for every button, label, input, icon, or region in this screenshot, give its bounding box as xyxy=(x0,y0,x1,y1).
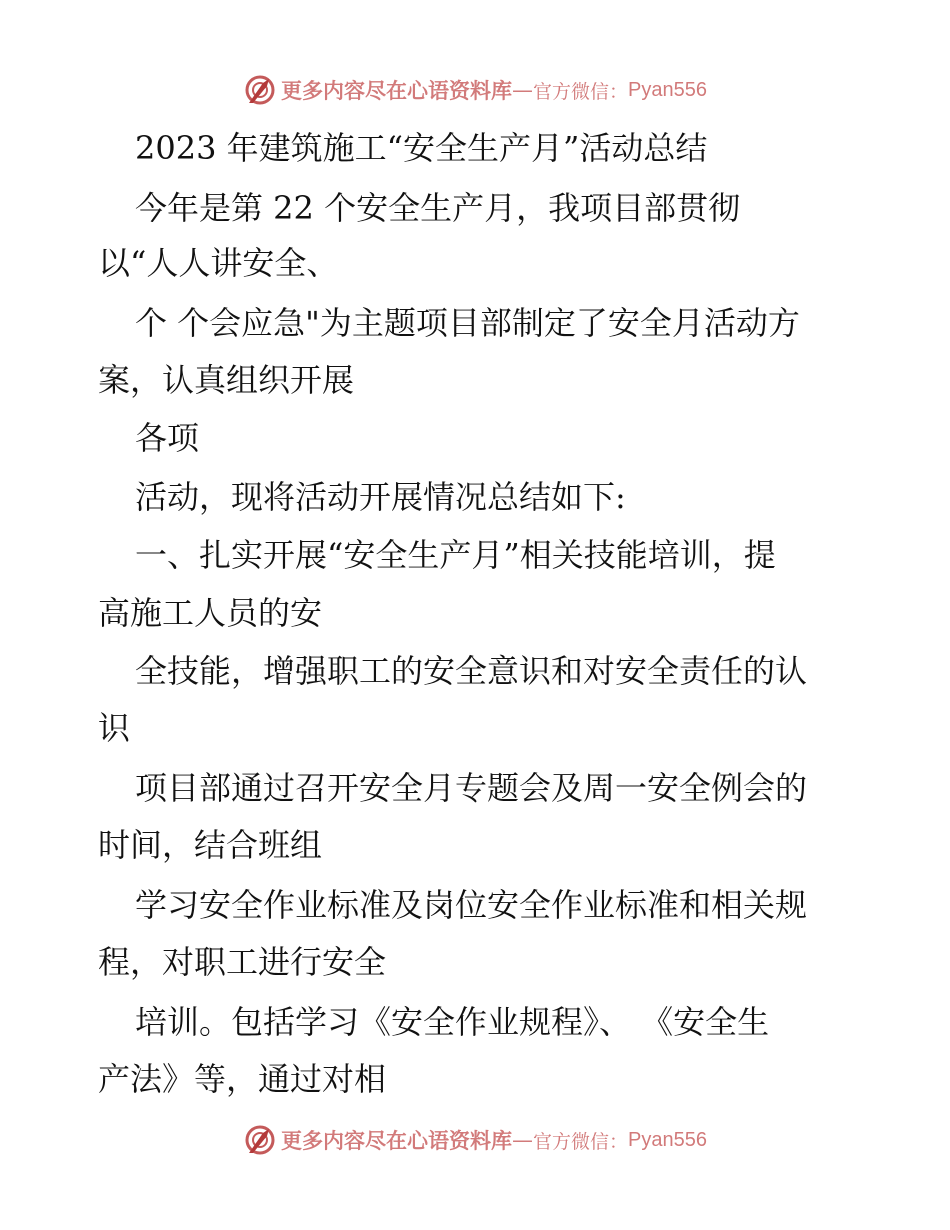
banner-dash: — xyxy=(512,78,533,102)
banner-text: 更多内容尽在心语资料库 xyxy=(281,79,512,103)
banner-wechat-id: Pyan556 xyxy=(628,1128,707,1151)
paragraph-line: 学习安全作业标准及岗位安全作业标准和相关规 xyxy=(135,886,808,924)
paragraph-line: 培训。包括学习《安全作业规程》、 《安全生 xyxy=(135,1003,770,1041)
banner-wechat-label: 官方微信： xyxy=(533,1130,629,1153)
paragraph-line: 个 个会应急"为主题项目部制定了安全月活动方 xyxy=(135,304,800,342)
paragraph-line: 产法》等，通过对相 xyxy=(98,1060,387,1098)
banner-wechat-label: 官方微信： xyxy=(533,80,629,103)
paragraph-line: 一、扎实开展“安全生产月”相关技能培训，提 xyxy=(135,536,776,574)
paragraph-line: 时间，结合班组 xyxy=(98,826,323,864)
paragraph-line: 程，对职工进行安全 xyxy=(98,943,387,981)
footer-banner xyxy=(0,1120,950,1160)
paragraph-line: 识 xyxy=(98,709,131,747)
paragraph-line: 全技能，增强职工的安全意识和对安全责任的认 xyxy=(135,652,808,690)
paragraph-line: 案，认真组织开展 xyxy=(98,361,355,399)
paragraph-line: 项目部通过召开安全月专题会及周一安全例会的 xyxy=(135,769,808,807)
pen-seal-icon xyxy=(243,1123,277,1157)
paragraph-line: 高施工人员的安 xyxy=(98,594,323,632)
banner-text: 更多内容尽在心语资料库 xyxy=(281,1129,512,1153)
paragraph-line: 以“人人讲安全、 xyxy=(98,244,339,282)
paragraph-line: 活动，现将活动开展情况总结如下: xyxy=(135,478,626,516)
paragraph-line: 今年是第 22 个安全生产月，我项目部贯彻 xyxy=(135,189,741,227)
paragraph-line: 各项 xyxy=(135,419,200,457)
banner-dash: — xyxy=(512,1128,533,1152)
banner-wechat-id: Pyan556 xyxy=(628,78,707,101)
document-title: 2023 年建筑施工“安全生产月”活动总结 xyxy=(135,129,708,167)
